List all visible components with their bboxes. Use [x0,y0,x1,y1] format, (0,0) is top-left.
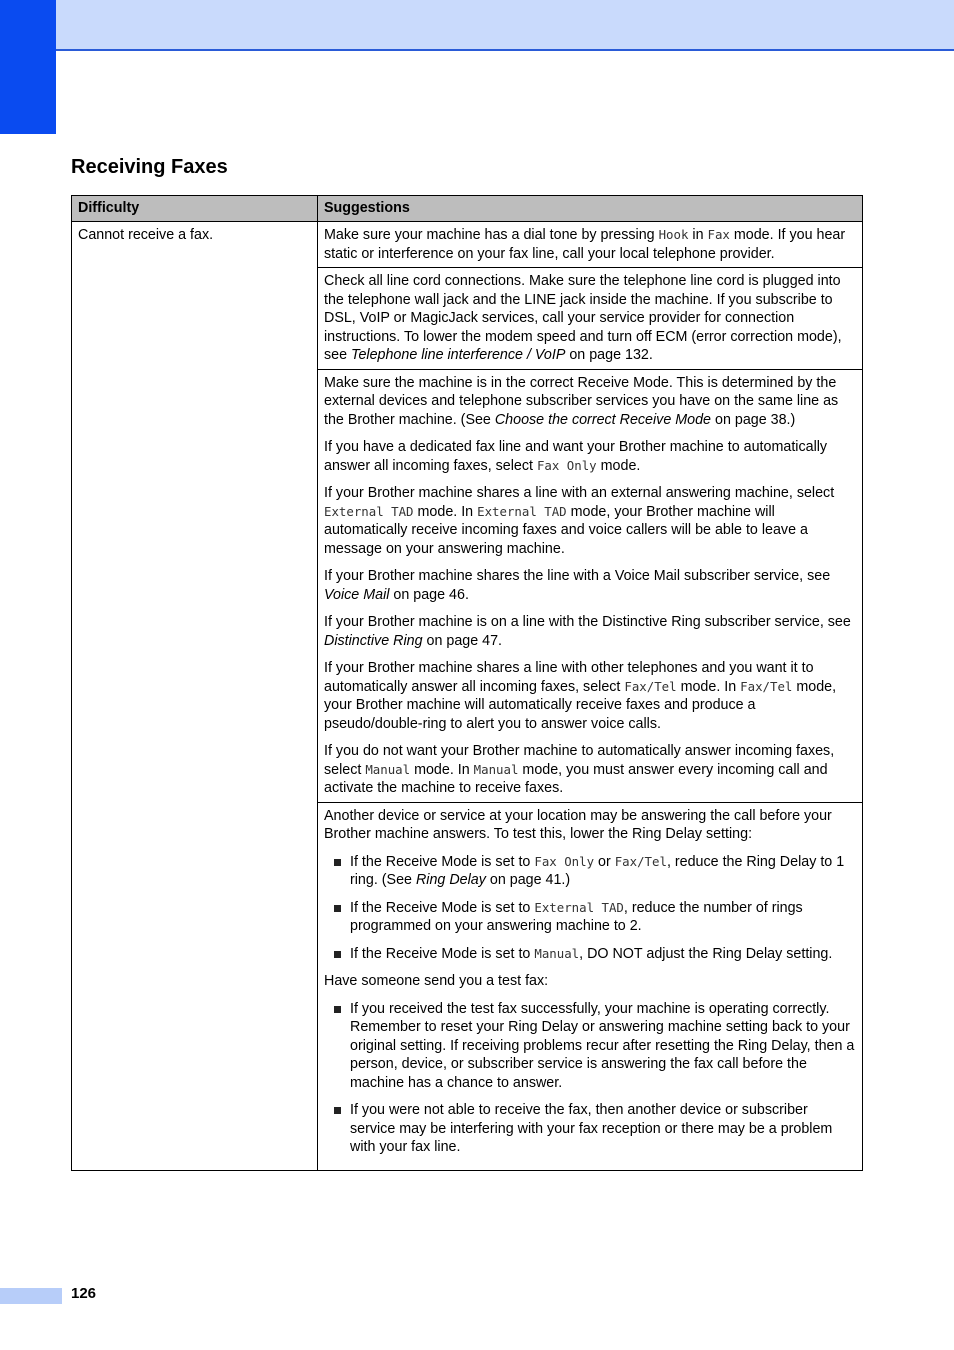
text: mode. In [410,761,474,778]
suggestion-paragraph [324,742,856,798]
cross-reference: Distinctive Ring [324,632,423,649]
text: If the Receive Mode is set to [350,899,535,916]
text: mode, your Brother machine will automatically receive faxes and produce a pseudo/double-ring to alert you to answer voice calls. [324,678,837,732]
table-header-row [72,196,863,222]
text: mode. If you hear static or interference on your fax line, call your local telephone provider. [324,227,846,262]
page-number: 126 [71,1285,97,1302]
bullet-list [324,1000,856,1157]
mode-name: Fax/Tel [614,853,667,869]
mode-name: Fax Only [534,853,595,869]
header-band [56,0,954,51]
chapter-tab [0,0,56,134]
text: on page 132. [565,347,653,363]
suggestion-paragraph [324,438,856,475]
mode-name: External TAD [534,899,624,915]
suggestion-paragraph: Have someone send you a test fax: [324,973,549,989]
suggestion-paragraph [324,374,856,430]
text: in [688,227,708,243]
text: If your Brother machine shares a line with other telephones and you want it to automatically answer all incoming faxes, select [324,660,814,695]
text: on page 46. [389,586,469,603]
text: or [594,853,615,870]
suggestion-paragraph [324,226,856,263]
bullet-list [324,853,856,964]
cross-reference: Choose the correct Receive Mode [494,411,712,428]
header-suggestions: Suggestions [318,196,863,222]
suggestion-cell-3 [318,369,863,802]
text: If you do not want your Brother machine to automatically answer incoming faxes, select [324,743,835,778]
text: If the Receive Mode is set to [350,853,535,870]
list-item: If you received the test fax successfully, your machine is operating correctly. Remember to reset your Ring Delay or answering machine setting back to your original setting. If receiving problems recur after resetting the Ring Delay, then a person, device, or subscriber service is answering the fax call before the machine has a chance to answer. [324,1000,856,1093]
text: If you have a dedicated fax line and want your Brother machine to automatically answer all incoming faxes, select [324,439,828,474]
suggestion-paragraph [324,484,856,558]
text: If the Receive Mode is set to [350,945,535,962]
text: If your Brother machine shares the line with a Voice Mail subscriber service, see [324,568,831,584]
text: , DO NOT adjust the Ring Delay setting. [579,945,833,962]
list-item [324,899,856,936]
mode-name: External TAD [324,503,414,519]
page-number-tab [0,1288,62,1304]
troubleshooting-table [71,195,863,1171]
cross-reference: Telephone line interference / VoIP [351,347,566,363]
suggestion-paragraph [324,272,856,365]
text: Make sure the machine is in the correct Receive Mode. This is determined by the external devices and telephone subscriber services you have on the same line as the Brother machine. (See [324,374,839,428]
suggestion-cell-4 [318,802,863,1170]
mode-name: Manual [365,761,411,777]
key-name: Hook [658,227,689,242]
header-difficulty: Difficulty [72,196,318,222]
mode-name: Manual [534,945,580,961]
mode-name: Fax Only [536,457,597,473]
text: mode. In [676,678,741,695]
difficulty-cell: Cannot receive a fax. [72,222,318,1171]
section-title: Receiving Faxes [71,156,228,178]
table-row [72,222,863,268]
suggestion-paragraph [324,659,856,733]
text: If your Brother machine is on a line with the Distinctive Ring subscriber service, see [324,614,851,630]
text: mode. In [413,503,478,520]
list-item [324,945,856,964]
text: If your Brother machine shares a line with an external answering machine, select [324,485,835,501]
text: on page 47. [422,632,503,649]
suggestion-cell-1 [318,222,863,268]
text: Check all line cord connections. Make sure the telephone line cord is plugged into the telephone wall jack and the LINE jack inside the machine. If you subscribe to DSL, VoIP or MagicJack services, call your service provider for connection instructions. To lower the modem speed and turn off ECM (error correction mode), see [324,273,842,363]
list-item: If you were not able to receive the fax, then another device or subscriber service may be interfering with your fax reception or there may be a problem with your fax line. [324,1101,856,1157]
mode-name: Fax/Tel [740,678,793,694]
suggestion-cell-2 [318,268,863,370]
text: mode, your Brother machine will automatically receive incoming faxes and voice callers will be able to leave a message on your answering machine. [324,503,808,557]
mode-name: External TAD [477,503,567,519]
mode-name: Manual [473,761,519,777]
text: , reduce the Ring Delay to 1 ring. (See [350,853,845,888]
text: , reduce the number of rings programmed on your answering machine to 2. [350,899,803,934]
text: mode, you must answer every incoming call and activate the machine to receive faxes. [324,761,828,796]
suggestion-paragraph [324,613,856,650]
mode-name: Fax/Tel [624,678,677,694]
text: mode. [596,457,641,474]
suggestion-paragraph [324,567,856,604]
suggestion-paragraph: Another device or service at your location may be answering the call before your Brother machine answers. To test this, lower the Ring Delay setting: [324,807,832,842]
text: on page 38.) [711,411,796,428]
cross-reference: Ring Delay [415,872,486,888]
text: on page 41.) [485,872,571,888]
text: Make sure your machine has a dial tone by pressing [324,227,659,243]
list-item [324,853,856,890]
mode-name: Fax [707,227,730,242]
cross-reference: Voice Mail [324,586,390,603]
